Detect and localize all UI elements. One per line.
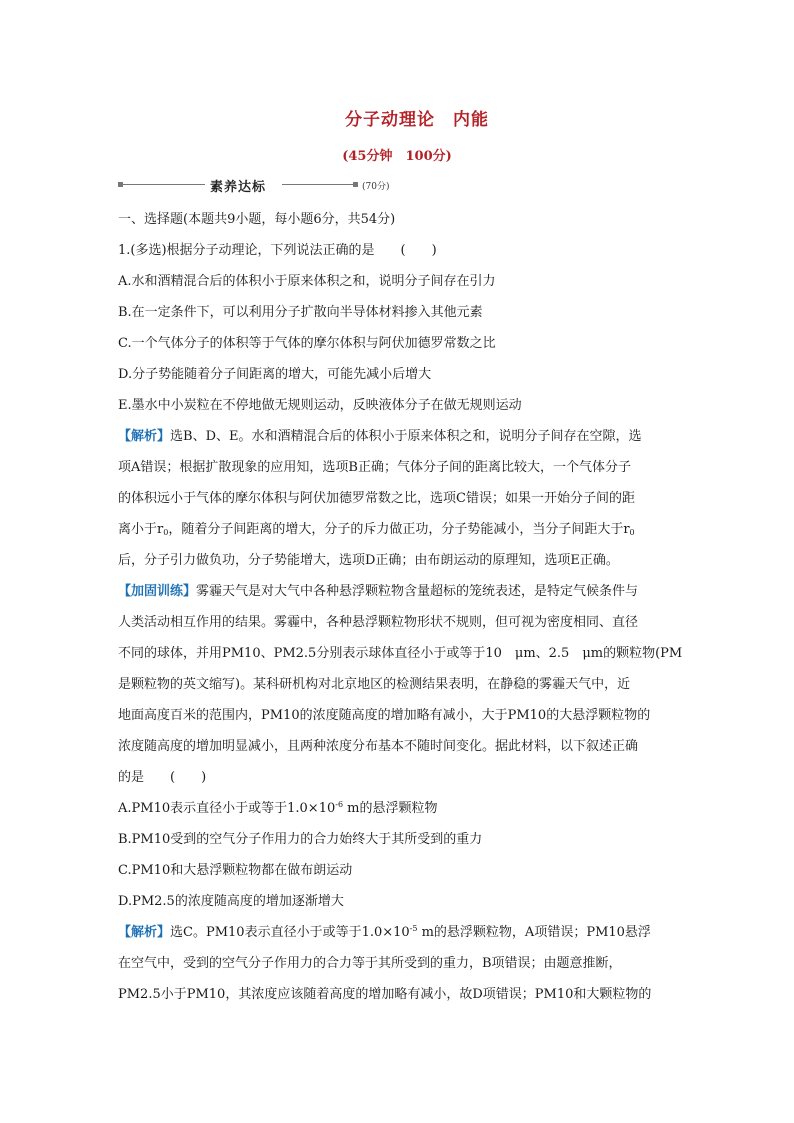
section-header [118,176,418,194]
question-1-stem: 1.(多选)根据分子动理论，下列说法正确的是 ( ) [118,243,437,258]
analysis-1-text-1: 选B、D、E。水和酒精混合后的体积小于原来体积之和，说明分子间存在空隙，选 [170,429,642,444]
section-score: (70分) [362,182,390,192]
analysis-1-line-5: 后，分子引力做负功，分子势能增大，选项D正确；由布朗运动的原理知，选项E正确。 [118,553,619,568]
analysis-1-line-1 [118,421,678,452]
training-option-c: C.PM10和大悬浮颗粒物都在做布朗运动 [118,863,353,878]
analysis-tag: 【解析】 [118,925,171,940]
training-option-a-pre: A.PM10表示直径小于或等于1.0×10 [118,801,336,816]
analysis-1-line-3: 的体积远小于气体的摩尔体积与阿伏加德罗常数之比，选项C错误；如果一开始分子间的距 [118,491,635,506]
analysis-1-text-4a: 离小于r [118,522,164,537]
subscript-zero: 0 [629,528,635,537]
analysis-2-line-1 [118,917,678,948]
exponent: -5 [409,924,418,933]
section-bar-right-line [282,184,354,185]
subscript-zero: 0 [163,528,169,537]
section-bar-left-line [123,184,205,185]
question-1-option-d: D.分子势能随着分子间距离的增大，可能先减小后增大 [118,367,432,382]
question-1-option-b: B.在一定条件下，可以利用分子扩散向半导体材料掺入其他元素 [118,305,483,320]
training-option-a-post: m的悬浮颗粒物 [343,801,438,816]
page-subtitle: (45分钟 100分) [342,149,452,164]
training-line-6: 浓度随高度的增加明显减小，且两种浓度分布基本不随时间变化。据此材料，以下叙述正确 [118,739,639,754]
exponent: -6 [335,800,344,809]
training-line-5: 地面高度百米的范围内，PM10的浓度随高度的增加略有减小，大于PM10的大悬浮颗粒物的 [118,708,651,723]
analysis-tag: 【解析】 [118,429,171,444]
training-line-3: 不同的球体，并用PM10、PM2.5分别表示球体直径小于或等于10 μm、2.5 μm的颗粒物(PM [118,646,683,661]
training-line-4: 是颗粒物的英文缩写)。某科研机构对北京地区的检测结果表明，在静稳的雾霾天气中，近 [118,677,631,692]
analysis-1-line-2: 项A错误；根据扩散现象的应用知，选项B正确；气体分子间的距离比较大，一个气体分子 [118,460,631,475]
training-option-d: D.PM2.5的浓度随高度的增加逐渐增大 [118,894,344,909]
analysis-2-line-2: 在空气中，受到的空气分子作用力的合力等于其所受到的重力，B项错误；由题意推断， [118,956,622,971]
section-label: 素养达标 [210,180,267,195]
part-heading: 一、选择题(本题共9小题，每小题6分，共54分) [118,212,396,227]
document-body [118,204,683,1010]
question-1-option-a: A.水和酒精混合后的体积小于原来体积之和，说明分子间存在引力 [118,274,496,289]
question-1-option-c: C.一个气体分子的体积等于气体的摩尔体积与阿伏加德罗常数之比 [118,336,496,351]
section-bar-right-dot [353,182,358,187]
analysis-2-text-1-pre: 选C。PM10表示直径小于或等于1.0×10 [170,925,410,940]
training-line-7: 的是 ( ) [118,770,207,785]
training-line-1 [118,576,678,607]
page-title: 分子动理论 内能 [345,110,489,130]
training-text-1: 雾霾天气是对大气中各种悬浮颗粒物含量超标的笼统表述，是特定气候条件与 [196,584,639,599]
training-line-2: 人类活动相互作用的结果。雾霾中，各种悬浮颗粒物形状不规则，但可视为密度相同、直径 [118,615,639,630]
analysis-1-text-4b: ，随着分子间距离的增大，分子的斥力做正功，分子势能减小，当分子间距大于r [168,522,630,537]
training-option-b: B.PM10受到的空气分子作用力的合力始终大于其所受到的重力 [118,832,483,847]
training-tag: 【加固训练】 [118,584,197,599]
training-option-a [118,793,678,824]
analysis-1-line-4 [118,514,678,545]
question-1-option-e: E.墨水中小炭粒在不停地做无规则运动，反映液体分子在做无规则运动 [118,398,522,413]
analysis-2-line-3: PM2.5小于PM10，其浓度应该随着高度的增加略有减小，故D项错误；PM10和大颗粒物的 [118,987,652,1002]
analysis-2-text-1-post: m的悬浮颗粒物，A项错误；PM10悬浮 [417,925,651,940]
